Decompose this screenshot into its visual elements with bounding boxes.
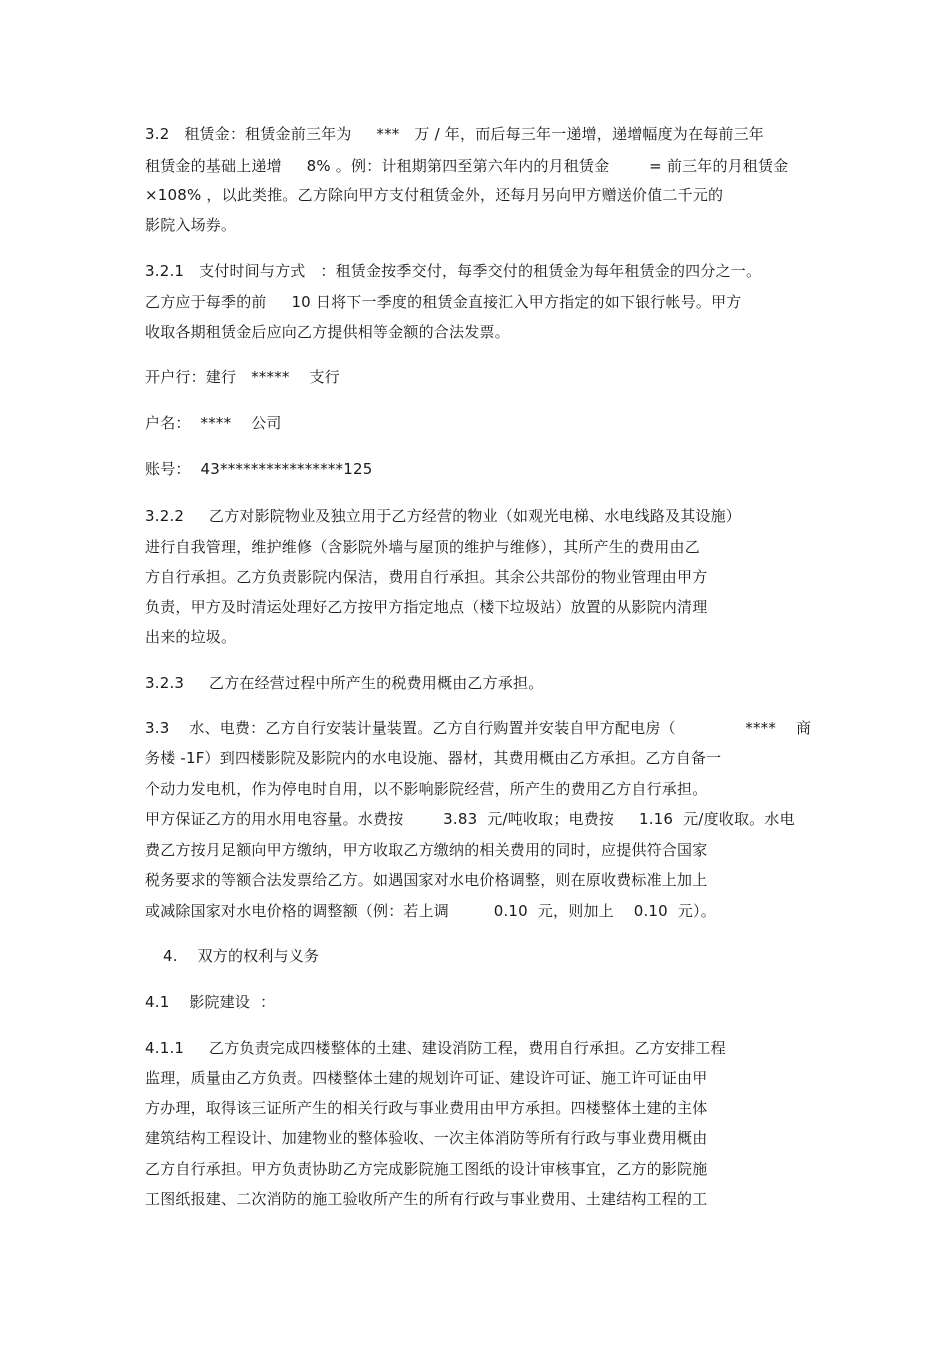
text-line: 4.1.1 乙方负责完成四楼整体的土建、建设消防工程，费用自行承担。乙方安排工程 (145, 1039, 726, 1057)
text-line: 3.3 水、电费：乙方自行安装计量装置。乙方自行购置并安装自甲方配电房（ **** 商 (145, 719, 812, 737)
bank-name-line: 开户行：建行 ***** 支行 (145, 368, 340, 386)
text-line: 3.2 租赁金：租赁金前三年为 *** 万 / 年，而后每三年一递增，递增幅度为在每前三年 (145, 125, 764, 143)
text-line: 3.2.3 乙方在经营过程中所产生的税费用概由乙方承担。 (145, 674, 544, 692)
text-line: 乙方应于每季的前 10 日将下一季度的租赁金直接汇入甲方指定的如下银行帐号。甲方 (145, 293, 742, 311)
text-line: 出来的垃圾。 (145, 628, 237, 646)
text-line: 3.2.2 乙方对影院物业及独立用于乙方经营的物业（如观光电梯、水电线路及其设施） (145, 507, 742, 525)
text-line: 3.2.1 支付时间与方式 ：租赁金按季交付，每季交付的租赁金为每年租赁金的四分之一。 (145, 262, 762, 280)
account-holder-line: 户名： **** 公司 (145, 414, 282, 432)
text-line: ×108% ，以此类推。乙方除向甲方支付租赁金外，还每月另向甲方赠送价值二千元的 (145, 186, 724, 204)
text-line: 建筑结构工程设计、加建物业的整体验收、一次主体消防等所有行政与事业费用概由 (145, 1129, 708, 1147)
text-line: 工图纸报建、二次消防的施工验收所产生的所有行政与事业费用、土建结构工程的工 (145, 1190, 708, 1208)
text-line: 进行自我管理，维护维修（含影院外墙与屋顶的维护与维修），其所产生的费用由乙 (145, 538, 700, 556)
text-line: 费乙方按月足额向甲方缴纳，甲方收取乙方缴纳的相关费用的同时，应提供符合国家 (145, 841, 708, 859)
text-line: 方自行承担。乙方负责影院内保洁，费用自行承担。其余公共部份的物业管理由甲方 (145, 568, 708, 586)
subsection-heading: 4.1 影院建设 ： (145, 993, 276, 1011)
account-number-line: 账号： 43****************125 (145, 460, 373, 478)
text-line: 个动力发电机，作为停电时自用，以不影响影院经营，所产生的费用乙方自行承担。 (145, 780, 708, 798)
text-line: 负责，甲方及时清运处理好乙方按甲方指定地点（楼下垃圾站）放置的从影院内清理 (145, 598, 708, 616)
text-line: 甲方保证乙方的用水用电容量。水费按 3.83 元/吨收取；电费按 1.16 元/度收取。水电 (145, 810, 795, 828)
text-line: 或减除国家对水电价格的调整额（例：若上调 0.10 元，则加上 0.10 元）。 (145, 902, 716, 920)
section-heading: 4. 双方的权利与义务 (163, 947, 320, 965)
text-line: 影院入场券。 (145, 216, 237, 234)
text-line: 税务要求的等额合法发票给乙方。如遇国家对水电价格调整，则在原收费标准上加上 (145, 871, 708, 889)
text-line: 租赁金的基础上递增 8% 。例：计租期第四至第六年内的月租赁金 = 前三年的月租赁金 (145, 157, 789, 175)
text-line: 务楼 -1F）到四楼影院及影院内的水电设施、器材，其费用概由乙方承担。乙方自备一 (145, 749, 722, 767)
text-line: 乙方自行承担。甲方负责协助乙方完成影院施工图纸的设计审核事宜，乙方的影院施 (145, 1160, 708, 1178)
text-line: 监理，质量由乙方负责。四楼整体土建的规划许可证、建设许可证、施工许可证由甲 (145, 1069, 708, 1087)
text-line: 收取各期租赁金后应向乙方提供相等金额的合法发票。 (145, 323, 510, 341)
text-line: 方办理，取得该三证所产生的相关行政与事业费用由甲方承担。四楼整体土建的主体 (145, 1099, 708, 1117)
